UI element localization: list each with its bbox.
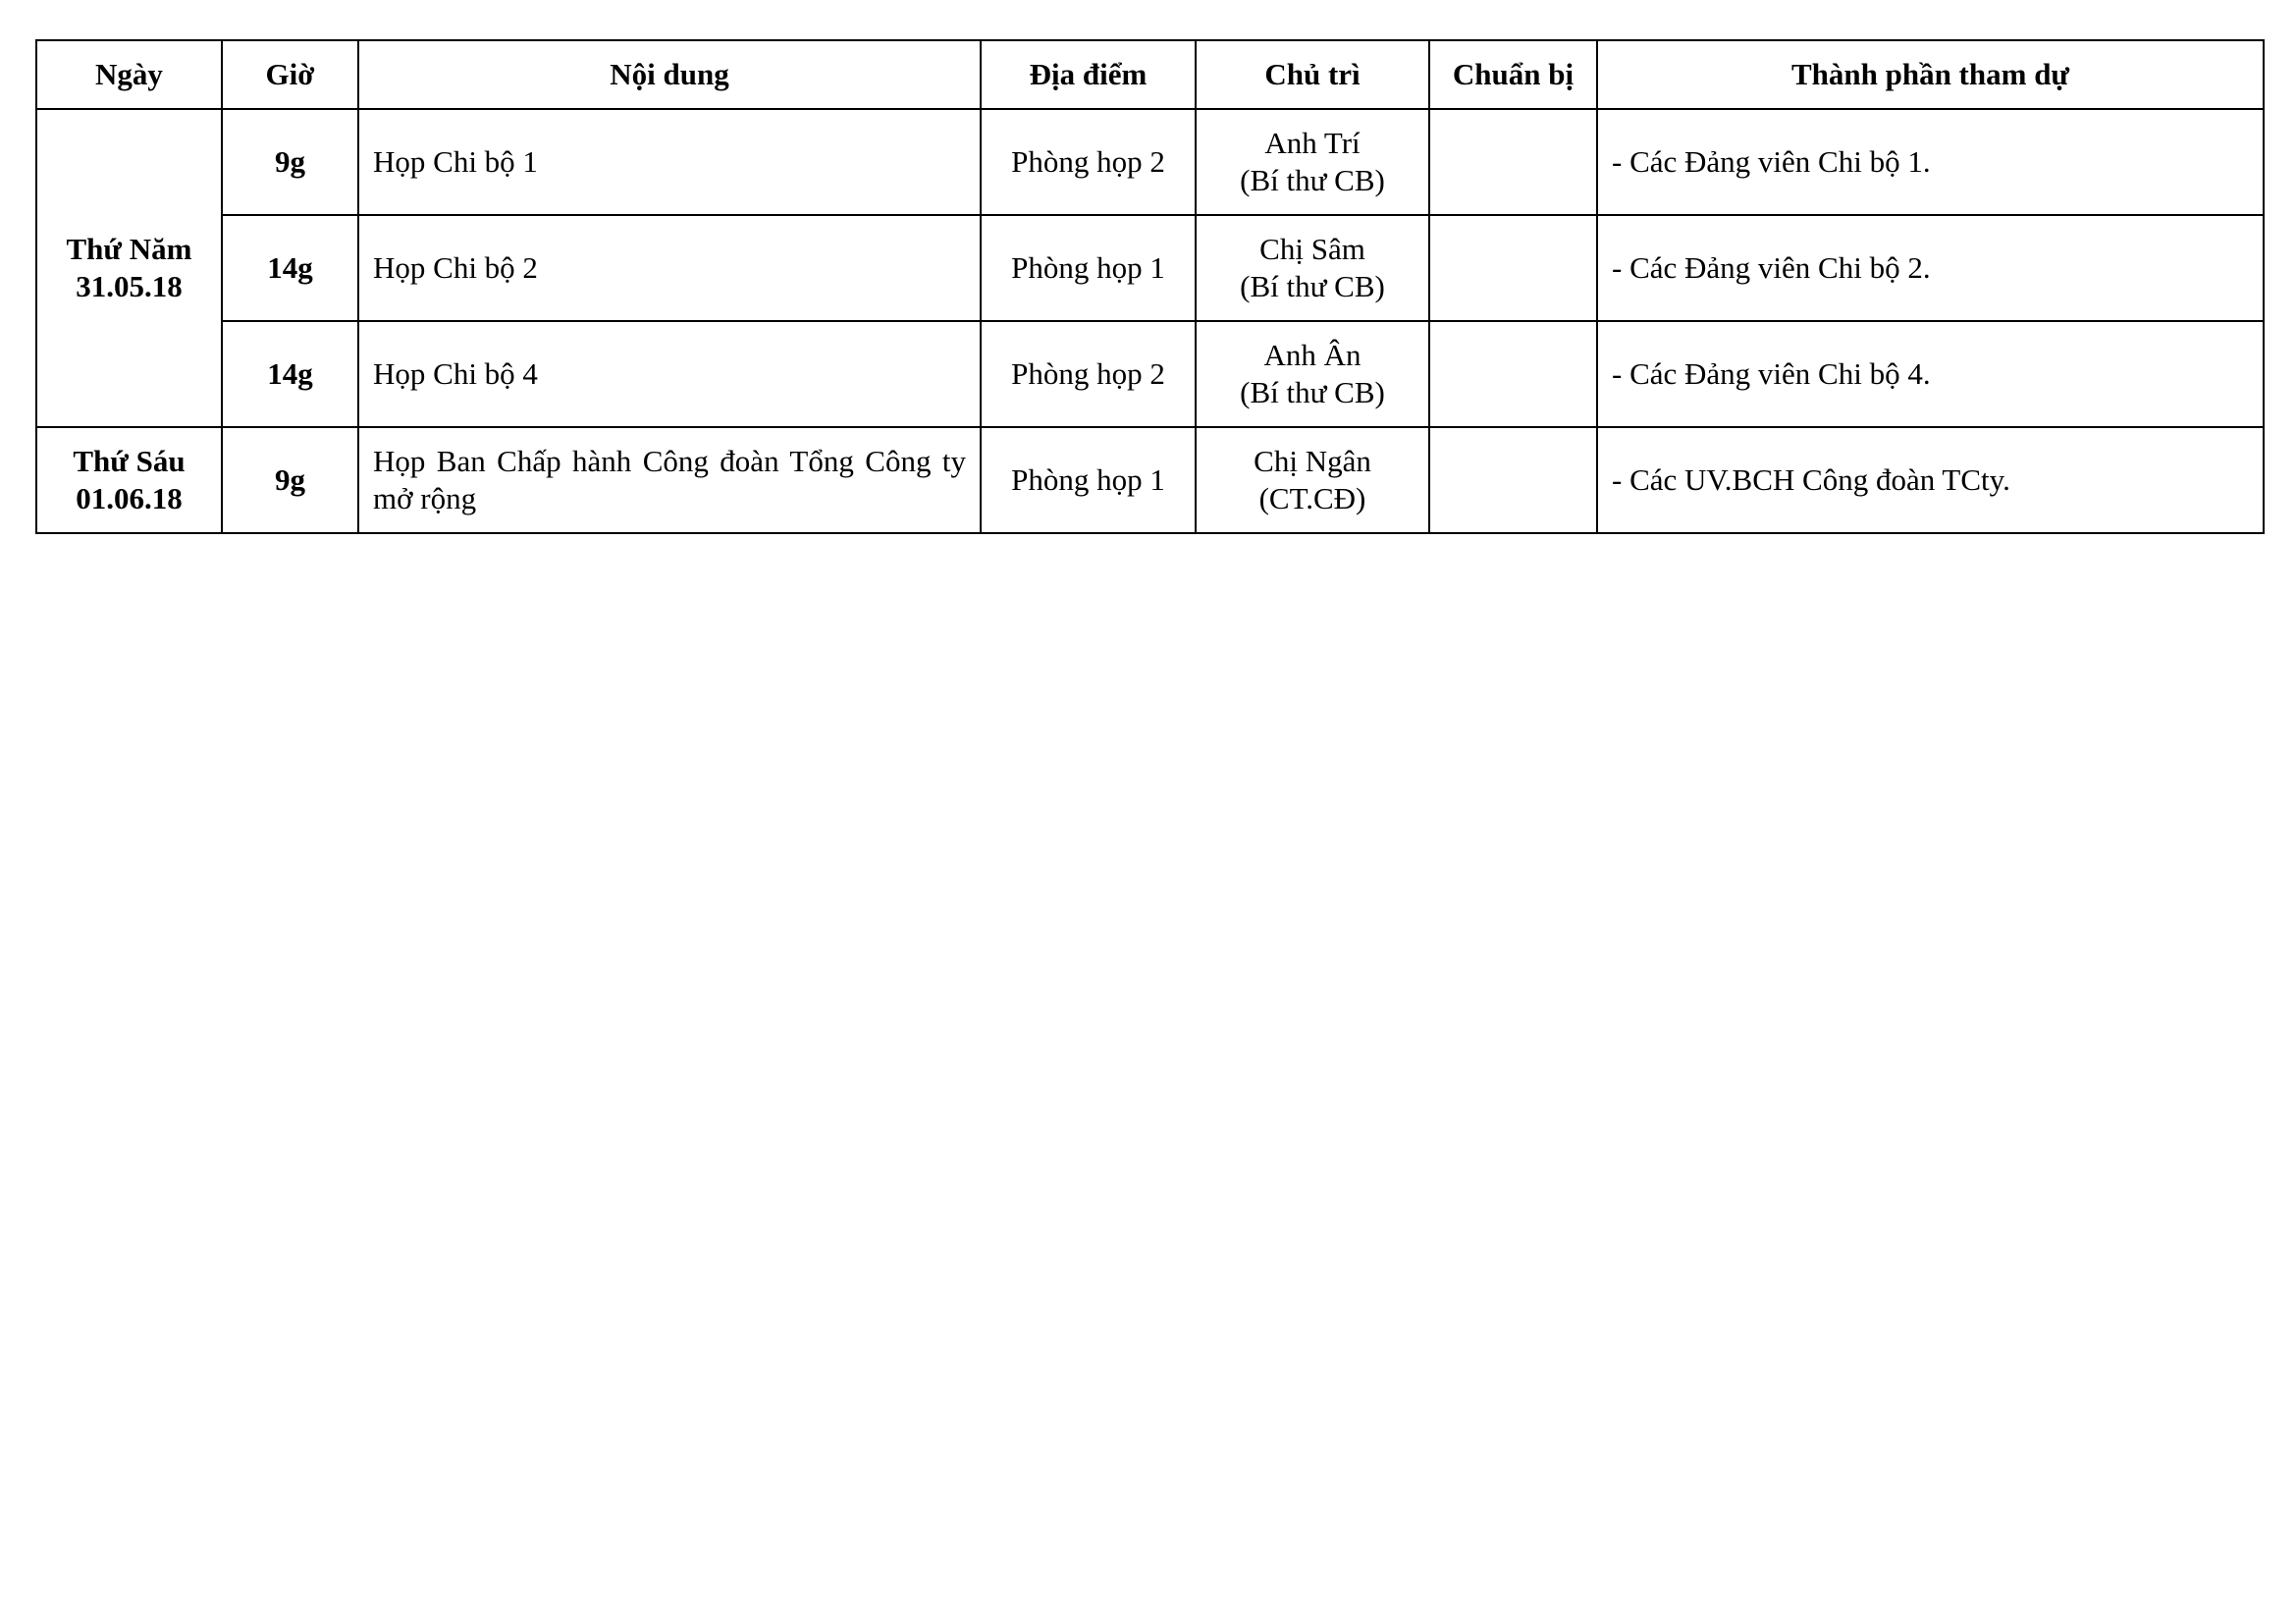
header-row — [36, 40, 2264, 109]
host-name: Anh Trí — [1264, 126, 1361, 160]
day-name: Thứ Sáu — [73, 444, 186, 478]
time-cell: 14g — [222, 215, 358, 321]
place-cell: Phòng họp 1 — [981, 427, 1196, 533]
content-cell: Họp Chi bộ 4 — [358, 321, 981, 427]
host-name: Chị Sâm — [1259, 232, 1365, 266]
header-attendees: Thành phần tham dự — [1597, 40, 2264, 109]
host-cell — [1196, 109, 1429, 215]
schedule-table — [35, 39, 2265, 534]
host-role: (Bí thư CB) — [1240, 375, 1385, 409]
attendees-cell: - Các Đảng viên Chi bộ 2. — [1597, 215, 2264, 321]
content-cell: Họp Chi bộ 2 — [358, 215, 981, 321]
day-date: 01.06.18 — [76, 481, 183, 515]
table-header — [36, 40, 2264, 109]
header-content: Nội dung — [358, 40, 981, 109]
day-name: Thứ Năm — [66, 232, 192, 266]
content-cell: Họp Chi bộ 1 — [358, 109, 981, 215]
header-day: Ngày — [36, 40, 222, 109]
host-role: (CT.CĐ) — [1258, 481, 1366, 515]
attendees-cell: - Các UV.BCH Công đoàn TCty. — [1597, 427, 2264, 533]
prep-cell — [1429, 109, 1597, 215]
day-cell — [36, 427, 222, 533]
header-host: Chủ trì — [1196, 40, 1429, 109]
host-role: (Bí thư CB) — [1240, 269, 1385, 303]
time-cell: 9g — [222, 109, 358, 215]
table-row — [36, 215, 2264, 321]
header-time: Giờ — [222, 40, 358, 109]
content-cell: Họp Ban Chấp hành Công đoàn Tổng Công ty mở rộng — [358, 427, 981, 533]
day-date: 31.05.18 — [76, 269, 183, 303]
host-cell — [1196, 215, 1429, 321]
prep-cell — [1429, 427, 1597, 533]
place-cell: Phòng họp 2 — [981, 109, 1196, 215]
place-cell: Phòng họp 1 — [981, 215, 1196, 321]
header-place: Địa điểm — [981, 40, 1196, 109]
attendees-cell: - Các Đảng viên Chi bộ 1. — [1597, 109, 2264, 215]
table-row — [36, 427, 2264, 533]
table-body — [36, 109, 2264, 533]
prep-cell — [1429, 215, 1597, 321]
host-name: Chị Ngân — [1254, 444, 1371, 478]
host-cell — [1196, 427, 1429, 533]
host-cell — [1196, 321, 1429, 427]
time-cell: 14g — [222, 321, 358, 427]
place-cell: Phòng họp 2 — [981, 321, 1196, 427]
time-cell: 9g — [222, 427, 358, 533]
host-name: Anh Ân — [1263, 338, 1362, 372]
attendees-cell: - Các Đảng viên Chi bộ 4. — [1597, 321, 2264, 427]
host-role: (Bí thư CB) — [1240, 163, 1385, 197]
table-row — [36, 321, 2264, 427]
day-cell — [36, 109, 222, 427]
table-row — [36, 109, 2264, 215]
header-prep: Chuẩn bị — [1429, 40, 1597, 109]
prep-cell — [1429, 321, 1597, 427]
